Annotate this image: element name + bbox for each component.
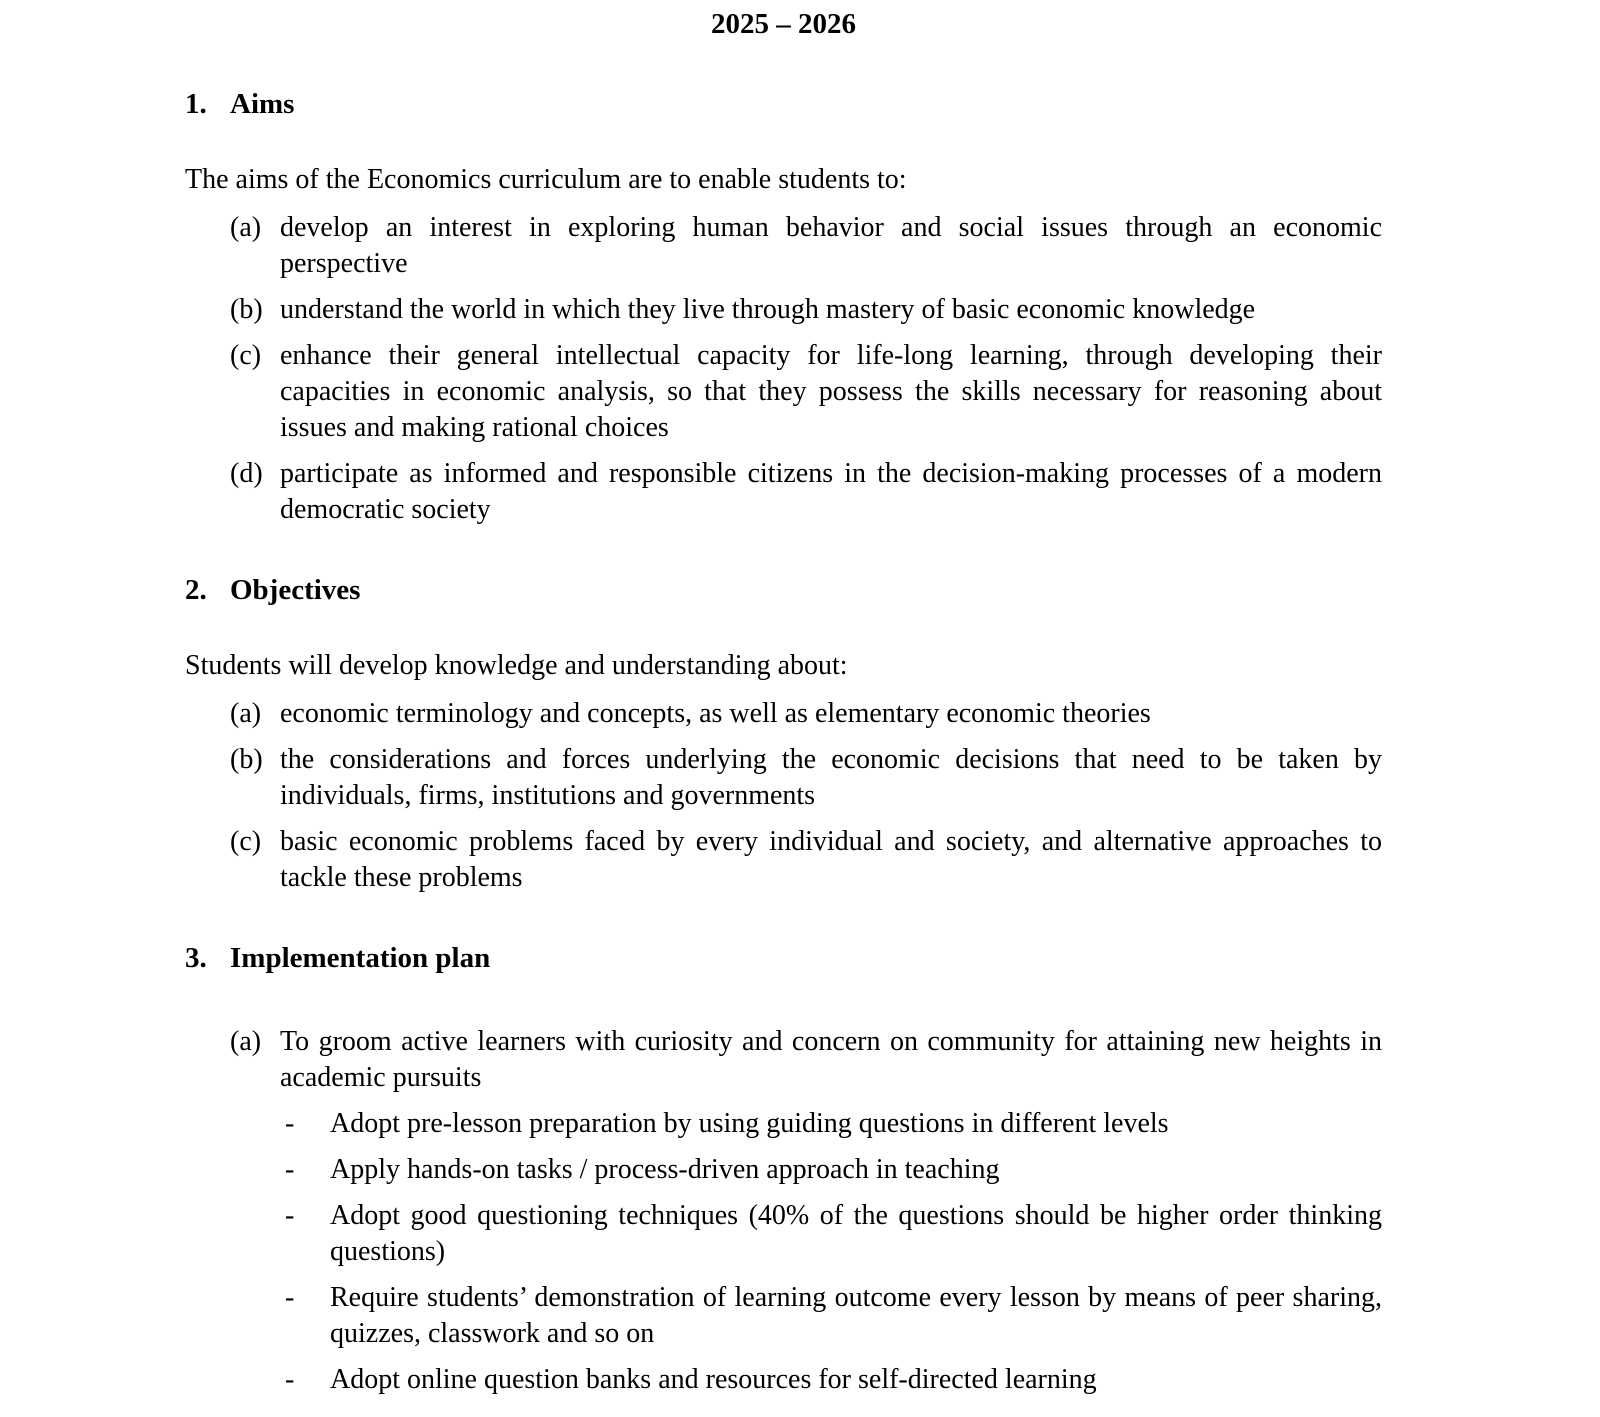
list-item (185, 1024, 1382, 1096)
list-item-text: basic economic problems faced by every individual and society, and alternative approaches to tackle these problems (280, 826, 1382, 893)
sub-list-item-marker: - (285, 1364, 295, 1395)
sub-list-item-marker: - (285, 1282, 295, 1313)
section-title: Objectives (230, 574, 361, 606)
section-title: Implementation plan (230, 942, 491, 974)
sub-list-item (185, 1198, 1382, 1270)
sub-list-item-text: Require students’ demonstration of learning outcome every lesson by means of peer sharing, quizzes, classwork and so on (330, 1282, 1382, 1349)
section-heading (185, 572, 1382, 608)
section-number: 2. (185, 574, 207, 606)
list-item-marker: (a) (230, 1026, 262, 1057)
sub-list-item (185, 1362, 1382, 1398)
section-aims (185, 86, 1382, 528)
section-heading (185, 86, 1382, 122)
page-title: 2025 – 2026 (711, 8, 856, 40)
sub-list-item-text: Apply hands-on tasks / process-driven approach in teaching (330, 1154, 1000, 1185)
list-item (185, 696, 1382, 732)
section-intro: Students will develop knowledge and understanding about: (185, 650, 848, 681)
list-item (185, 292, 1382, 328)
sub-list-item (185, 1280, 1382, 1352)
list-item-text: enhance their general intellectual capacity for life-long learning, through developing their capacities in economic analysis, so that they possess the skills necessary for reasoning about issues and making rational choices (280, 340, 1382, 443)
list-item-marker: (c) (230, 340, 262, 371)
section-number: 3. (185, 942, 207, 974)
sub-list-item (185, 1106, 1382, 1142)
list-item (185, 824, 1382, 896)
list-item-text: the considerations and forces underlying the economic decisions that need to be taken by individuals, firms, institutions and governments (280, 744, 1382, 811)
list-item-text: develop an interest in exploring human behavior and social issues through an economic perspective (280, 212, 1382, 279)
list-item-marker: (c) (230, 826, 262, 857)
list-item (185, 210, 1382, 282)
sub-list-item-text: Adopt online question banks and resources for self-directed learning (330, 1364, 1097, 1395)
list-item-marker: (a) (230, 698, 262, 729)
sub-list-item-marker: - (285, 1200, 295, 1231)
list-item-text: understand the world in which they live through mastery of basic economic knowledge (280, 294, 1256, 325)
list-item (185, 742, 1382, 814)
sub-list-item-text: Adopt good questioning techniques (40% of the questions should be higher order thinking questions) (330, 1200, 1382, 1267)
list-item (185, 338, 1382, 446)
sub-list-item-marker: - (285, 1154, 295, 1185)
section-number: 1. (185, 88, 207, 120)
list-item-marker: (b) (230, 744, 263, 775)
list-item-text: economic terminology and concepts, as well as elementary economic theories (280, 698, 1151, 729)
section-intro: The aims of the Economics curriculum are to enable students to: (185, 164, 907, 195)
sub-list-item-marker: - (285, 1108, 295, 1139)
list-item-text: participate as informed and responsible citizens in the decision-making processes of a modern democratic society (280, 458, 1382, 525)
sub-list-item (185, 1152, 1382, 1188)
list-item-text: To groom active learners with curiosity and concern on community for attaining new heights in academic pursuits (280, 1026, 1382, 1093)
section-objectives (185, 572, 1382, 896)
list-item (185, 456, 1382, 528)
section-title: Aims (230, 88, 295, 120)
sub-list-item-text: Adopt pre-lesson preparation by using guiding questions in different levels (330, 1108, 1169, 1139)
list-item-marker: (d) (230, 458, 263, 489)
section-implementation-plan (185, 940, 1382, 1398)
list-item-marker: (a) (230, 212, 262, 243)
list-item-marker: (b) (230, 294, 263, 325)
section-heading (185, 940, 1382, 976)
